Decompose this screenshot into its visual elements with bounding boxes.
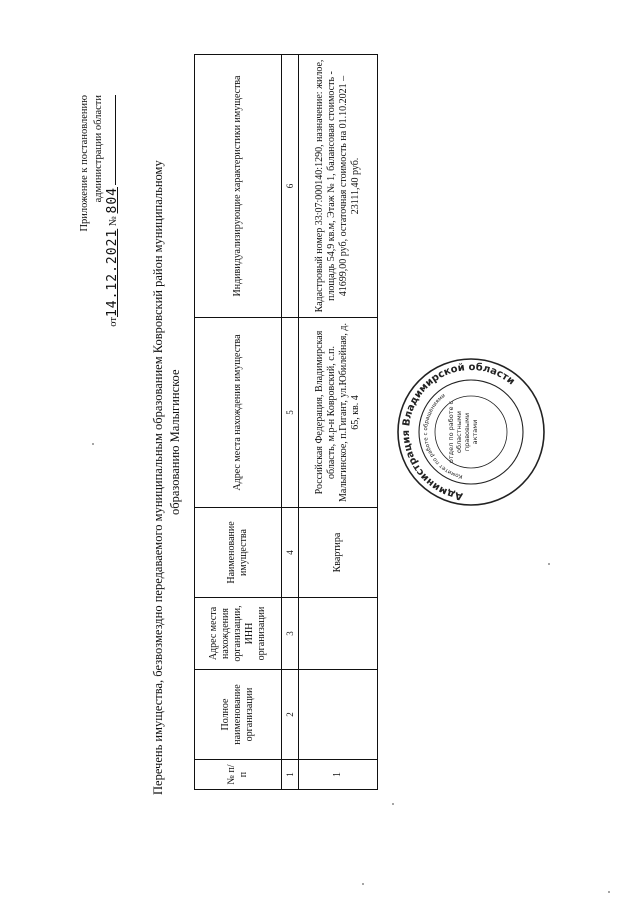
header-num: № п/п [195, 760, 282, 790]
title-line1: Перечень имущества, безвозмездно передаваемого муниципальным образованием Ковровский район муниципальному [151, 160, 165, 795]
cell-num: 1 [299, 760, 378, 790]
document-title [150, 35, 184, 795]
stamp-center-text: отдел по работе с областными правовыми актами [447, 400, 479, 464]
speck [362, 883, 364, 885]
header-property-address: Адрес места нахождения имущества [195, 318, 282, 508]
speck [92, 443, 94, 445]
column-number: 4 [282, 508, 299, 598]
title-line2: образованию Малыгинское [168, 369, 182, 515]
column-number-row [282, 55, 299, 790]
cell-org-address [299, 598, 378, 670]
appendix-line1: Приложение к постановлению [79, 95, 90, 232]
column-number: 5 [282, 318, 299, 508]
cell-characteristics: Кадастровый номер 33:07:000140:1290, назначение: жилое, площадь 54,9 кв.м, Этаж № 1, балансовая стоимость - 41699,00 руб, остаточная стоимость на 01.10.2021 – 23111,40 руб. [299, 55, 378, 318]
column-number: 2 [282, 670, 299, 760]
appendix-date-line [106, 95, 121, 405]
column-number: 6 [282, 55, 299, 318]
appendix-date-prefix: от [108, 317, 119, 327]
header-property-name: Наименование имущества [195, 508, 282, 598]
appendix-block [78, 95, 121, 405]
appendix-line2: администрации области [93, 95, 104, 203]
official-stamp [395, 356, 547, 508]
appendix-date: 14.12.2021 [105, 228, 120, 318]
stamp-outer-text: Администрация Владимирской области [400, 361, 517, 502]
stamp-center [447, 400, 495, 464]
appendix-underline [115, 95, 116, 185]
header-org-address: Адрес места нахождения организации, ИНН организации [195, 598, 282, 670]
table-row [299, 55, 378, 790]
cell-property-address: Российская Федерация, Владимирская область, м.р-н Ковровский, с.п. Малыгинское, п.Гигант, ул.Юбилейная, д. 65, кв. 4 [299, 318, 378, 508]
header-org-name: Полное наименование организации [195, 670, 282, 760]
table-header-row [195, 55, 282, 790]
cell-property-name: Квартира [299, 508, 378, 598]
cell-org-name [299, 670, 378, 760]
speck [392, 803, 394, 805]
stamp-inner-text: Комитет по работе с обращениями [422, 392, 464, 480]
speck [608, 891, 610, 893]
header-characteristics: Индивидуализирующие характеристики имущества [195, 55, 282, 318]
column-number: 1 [282, 760, 299, 790]
property-table [194, 54, 378, 790]
appendix-number: 804 [105, 187, 120, 214]
column-number: 3 [282, 598, 299, 670]
speck [548, 563, 550, 565]
appendix-number-prefix: № [108, 216, 119, 227]
